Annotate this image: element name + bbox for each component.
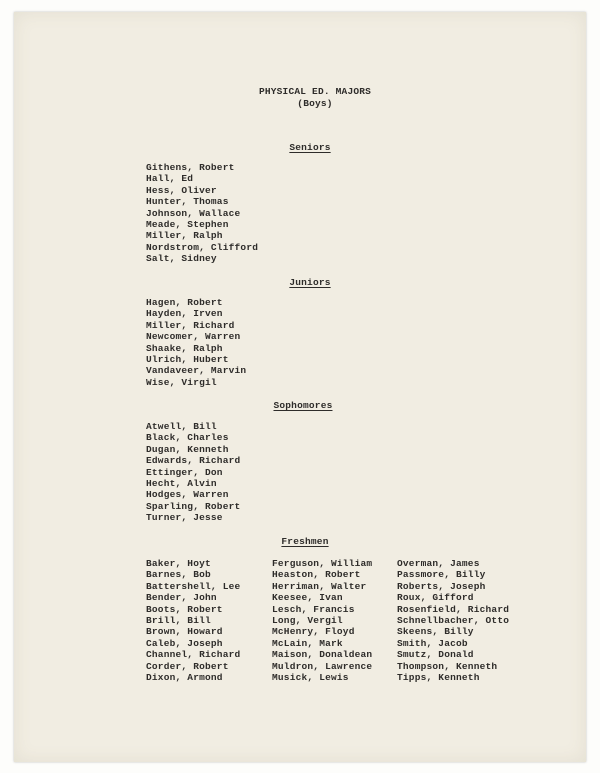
freshmen-list-column-2 <box>272 558 372 683</box>
name-entry: Skeens, Billy <box>397 626 474 638</box>
section-heading-seniors: Seniors <box>289 142 331 153</box>
name-entry: Ulrich, Hubert <box>146 353 229 365</box>
name-entry: Hall, Ed <box>146 173 194 185</box>
name-entry: Turner, Jesse <box>146 512 223 524</box>
name-entry: Hagen, Robert <box>146 297 223 308</box>
document-subtitle: (Boys) <box>297 98 333 109</box>
name-entry: Hodges, Warren <box>146 489 229 501</box>
name-entry: Hess, Oliver <box>146 184 217 196</box>
name-entry: Brill, Bill <box>146 614 211 626</box>
name-entry: Passmore, Billy <box>397 569 486 581</box>
name-entry: Salt, Sidney <box>146 253 217 265</box>
name-entry: Githens, Robert <box>146 162 235 173</box>
section-heading-freshmen: Freshmen <box>281 536 329 547</box>
name-entry: Dugan, Kenneth <box>146 443 229 455</box>
document-page <box>14 12 586 762</box>
name-entry: Meade, Stephen <box>146 218 229 230</box>
name-entry: Smutz, Donald <box>397 649 474 661</box>
name-entry: Musick, Lewis <box>272 671 349 683</box>
name-entry: Keesee, Ivan <box>272 592 343 604</box>
name-entry: McHenry, Floyd <box>272 626 355 638</box>
name-entry: Baker, Hoyt <box>146 558 211 569</box>
name-entry: Hayden, Irven <box>146 308 223 320</box>
name-entry: Caleb, Joseph <box>146 637 223 649</box>
freshmen-list-column-1 <box>146 558 240 683</box>
name-entry: Tipps, Kenneth <box>397 671 480 683</box>
name-entry: Atwell, Bill <box>146 421 217 432</box>
section-heading-juniors: Juniors <box>289 277 331 288</box>
name-entry: Lesch, Francis <box>272 603 355 615</box>
name-entry: Dixon, Armond <box>146 671 223 683</box>
name-entry: Overman, James <box>397 558 480 569</box>
name-entry: Nordstrom, Clifford <box>146 241 259 253</box>
name-entry: Ettinger, Don <box>146 466 223 478</box>
name-entry: Miller, Richard <box>146 319 235 331</box>
name-entry: Wise, Virgil <box>146 376 217 388</box>
document-title: PHYSICAL ED. MAJORS <box>258 86 372 97</box>
freshmen-list-column-3 <box>397 558 509 683</box>
name-entry: Vandaveer, Marvin <box>146 365 247 377</box>
name-entry: Herriman, Walter <box>272 580 367 592</box>
name-entry: Heaston, Robert <box>272 569 361 581</box>
name-entry: Roux, Gifford <box>397 592 474 604</box>
name-entry: Thompson, Kenneth <box>397 660 498 672</box>
section-heading-sophomores: Sophomores <box>273 400 333 411</box>
seniors-list <box>146 162 258 265</box>
name-entry: Shaake, Ralph <box>146 342 223 354</box>
name-entry: Hunter, Thomas <box>146 196 229 208</box>
name-entry: Channel, Richard <box>146 649 241 661</box>
name-entry: Ferguson, William <box>272 558 373 569</box>
name-entry: Barnes, Bob <box>146 569 211 581</box>
name-entry: Long, Vergil <box>272 614 343 626</box>
name-entry: Hecht, Alvin <box>146 477 217 489</box>
name-entry: Black, Charles <box>146 432 229 444</box>
name-entry: Schnellbacher, Otto <box>397 614 510 626</box>
name-entry: Maison, Donaldean <box>272 649 373 661</box>
name-entry: Smith, Jacob <box>397 637 468 649</box>
name-entry: Battershell, Lee <box>146 580 241 592</box>
name-entry: McLain, Mark <box>272 637 343 649</box>
sophomores-list <box>146 421 240 524</box>
name-entry: Johnson, Wallace <box>146 207 241 219</box>
name-entry: Newcomer, Warren <box>146 331 241 343</box>
name-entry: Corder, Robert <box>146 660 229 672</box>
name-entry: Brown, Howard <box>146 626 223 638</box>
name-entry: Muldron, Lawrence <box>272 660 373 672</box>
name-entry: Rosenfield, Richard <box>397 603 510 615</box>
name-entry: Bender, John <box>146 592 217 604</box>
name-entry: Roberts, Joseph <box>397 580 486 592</box>
juniors-list <box>146 297 246 388</box>
name-entry: Boots, Robert <box>146 603 223 615</box>
name-entry: Miller, Ralph <box>146 230 223 242</box>
name-entry: Sparling, Robert <box>146 500 241 512</box>
name-entry: Edwards, Richard <box>146 455 241 467</box>
